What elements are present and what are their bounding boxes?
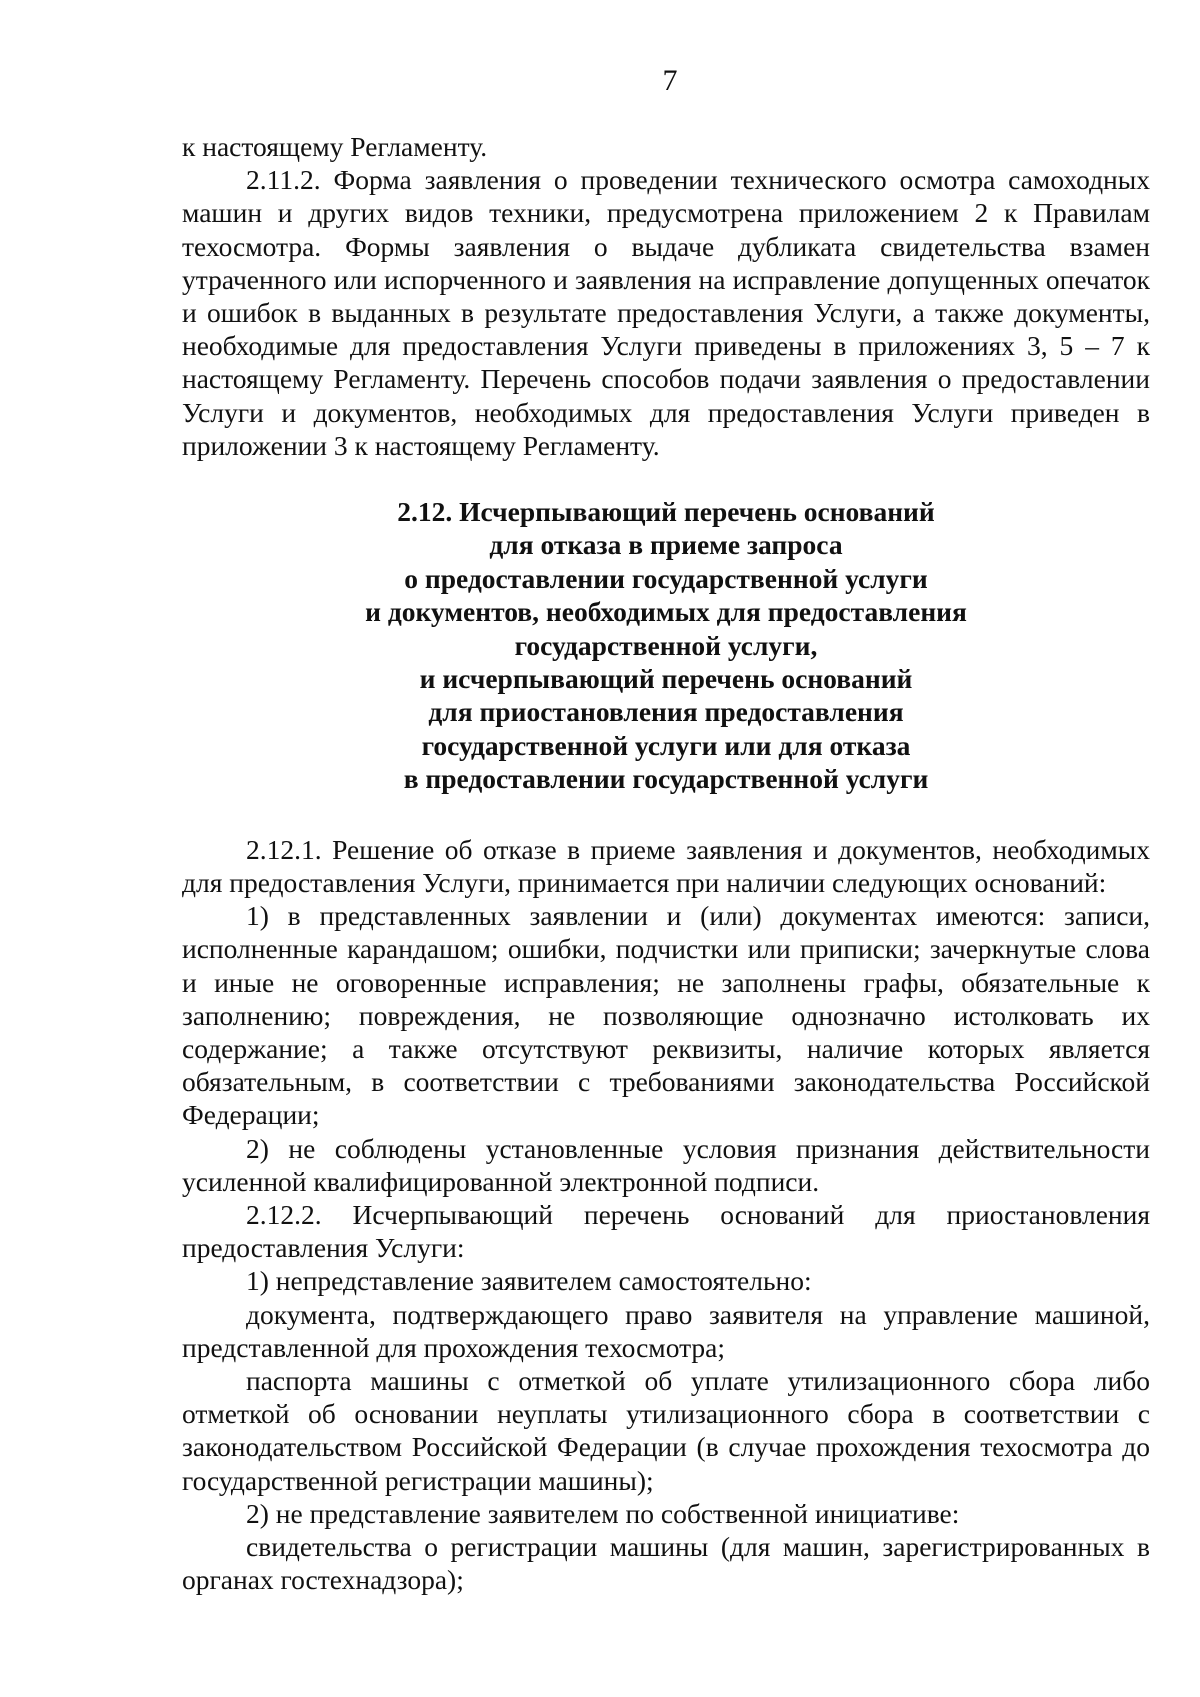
section-heading-2-12	[182, 495, 1150, 796]
heading-line: и документов, необходимых для предоставления	[365, 596, 967, 628]
heading-line: 2.12. Исчерпывающий перечень оснований	[397, 496, 935, 528]
sub-item-document: документа, подтверждающего право заявителя на управление машиной, представленной для прохождения техосмотра;	[182, 1298, 1150, 1363]
heading-line: для отказа в приеме запроса	[489, 529, 843, 561]
list-item-2-12-2-1: 1) непредставление заявителем самостоятельно:	[246, 1265, 812, 1297]
document-body	[182, 130, 1150, 1596]
heading-line: и исчерпывающий перечень оснований	[419, 663, 913, 695]
paragraph-continuation: к настоящему Регламенту.	[182, 131, 488, 162]
heading-line: для приостановления предоставления	[428, 696, 904, 728]
heading-line: в предоставлении государственной услуги	[403, 763, 929, 795]
sub-item-passport: паспорта машины с отметкой об уплате утилизационного сбора либо отметкой об основании неуплаты утилизационного сбора в соответствии с законодательством Российской Федерации (в случае прохождения техосмотра до государственной регистрации машины);	[182, 1364, 1150, 1496]
list-item-2-12-1-2: 2) не соблюдены установленные условия признания действительности усиленной квалифицированной электронной подписи.	[182, 1132, 1150, 1197]
sub-item-certificate: свидетельства о регистрации машины (для машин, зарегистрированных в органах гостехнадзора);	[182, 1530, 1150, 1596]
heading-line: государственной услуги или для отказа	[421, 729, 911, 761]
page-number: 7	[662, 64, 678, 97]
paragraph-2-11-2: 2.11.2. Форма заявления о проведении технического осмотра самоходных машин и других видов техники, предусмотрена приложением 2 к Правилам техосмотра. Формы заявления о выдаче дубликата свидетельства взамен утраченного или испорченного и заявления на исправление допущенных опечаток и ошибок в выданных в результате предоставления Услуги, а также документы, необходимые для предоставления Услуги приведены в приложениях 3, 5 – 7 к настоящему Регламенту. Перечень способов подачи заявления о предоставлении Услуги и документов, необходимых для предоставления Услуги приведен в приложении 3 к настоящему Регламенту.	[182, 164, 1150, 461]
list-item-2-12-2-2: 2) не представление заявителем по собственной инициативе:	[246, 1497, 960, 1529]
paragraph-2-12-2: 2.12.2. Исчерпывающий перечень оснований для приостановления предоставления Услуги:	[182, 1198, 1150, 1264]
heading-line: о предоставлении государственной услуги	[404, 562, 928, 594]
heading-line: государственной услуги,	[514, 629, 818, 661]
paragraph-2-12-1: 2.12.1. Решение об отказе в приеме заявления и документов, необходимых для предоставления Услуги, принимается при наличии следующих оснований:	[182, 833, 1150, 898]
list-item-2-12-1-1: 1) в представленных заявлении и (или) документах имеются: записи, исполненные карандашом; ошибки, подчистки или приписки; зачеркнутые слова и иные не оговоренные исправления; не заполнены графы, обязательные к заполнению; повреждения, не позволяющие однозначно истолковать их содержание; а также отсутствуют реквизиты, наличие которых является обязательным, в соответствии с требованиями законодательства Российской Федерации;	[182, 900, 1150, 1131]
